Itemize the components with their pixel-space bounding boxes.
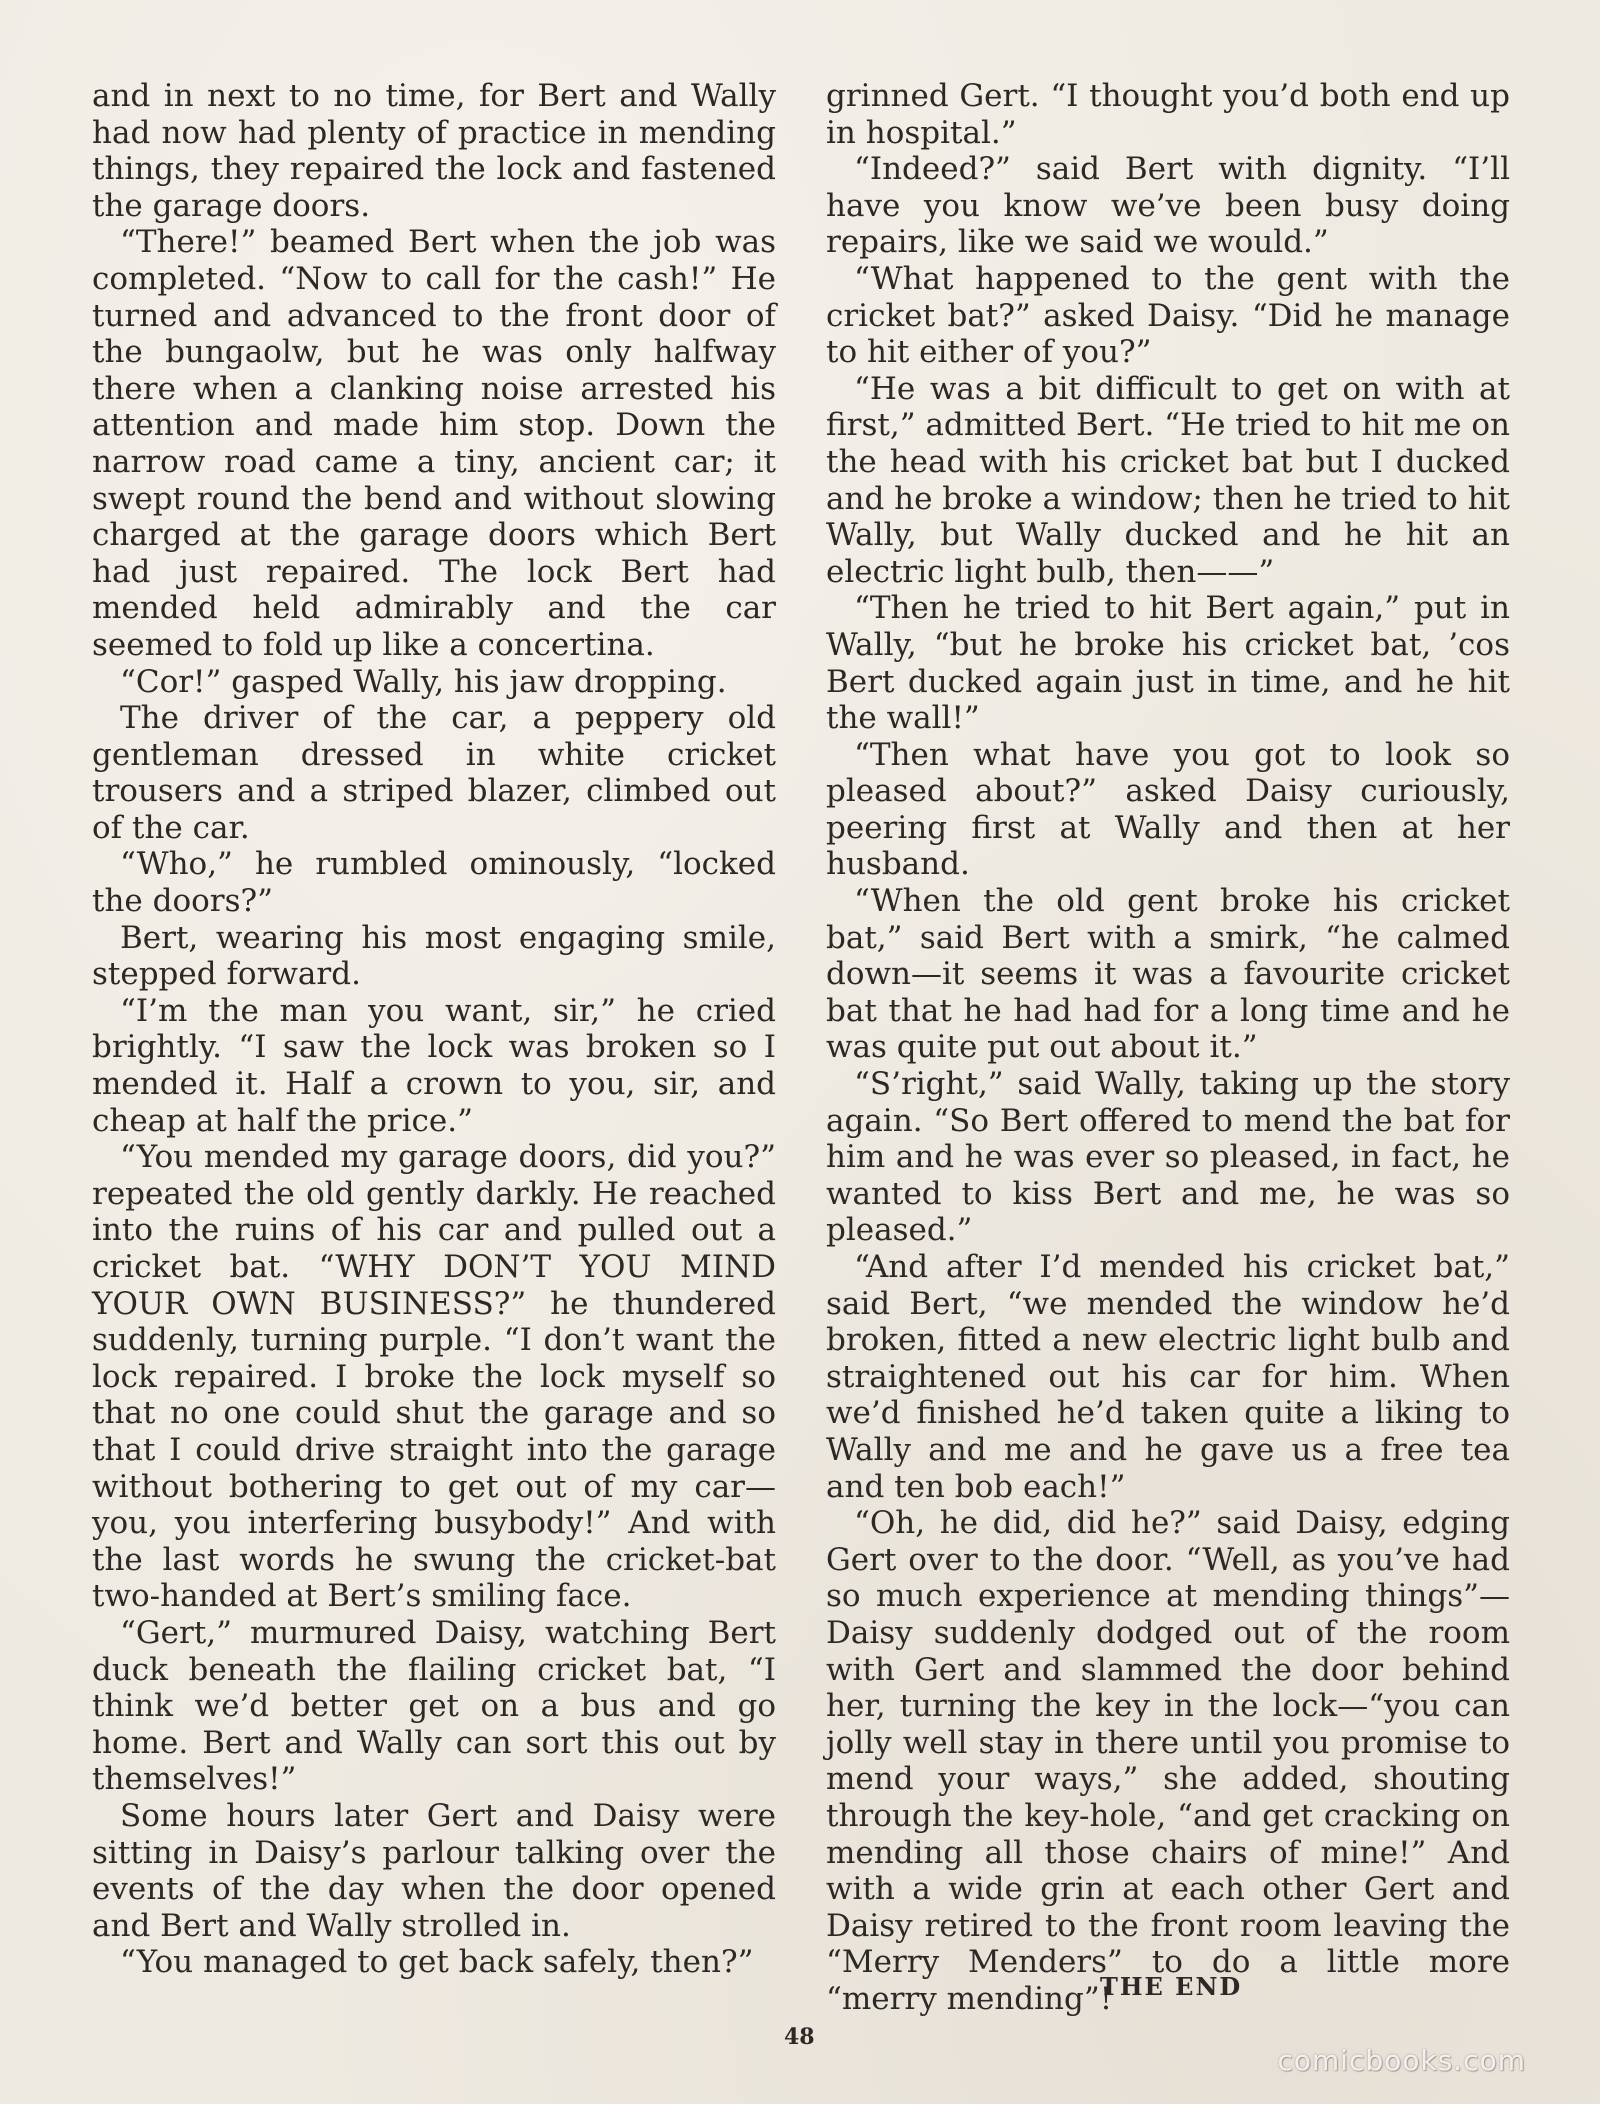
paragraph: “What happened to the gent with the cricket bat?” asked Daisy. “Did he manage to hit either of you?” (826, 260, 1510, 371)
paragraph: “Indeed?” said Bert with dignity. “I’ll have you know we’ve been busy doing repairs, like we said we would.” (826, 151, 1510, 261)
left-text-column (92, 78, 776, 1981)
paragraph: “You managed to get back safely, then?” (120, 1944, 754, 1981)
paragraph: “I’m the man you want, sir,” he cried brightly. “I saw the lock was broken so I mended it. Half a crown to you, sir, and cheap at half the price.” (92, 992, 776, 1139)
paragraph: “There!” beamed Bert when the job was completed. “Now to call for the cash!” He turned and advanced to the front door of the bungaolw, but he was only halfway there when a clanking noise arrested his attention and made him stop. Down the narrow road came a tiny, ancient car; it swept round the bend and without slowing charged at the garage doors which Bert had just repaired. The lock Bert had mended held admirably and the car seemed to fold up like a concertina. (92, 224, 776, 663)
paragraph: “Oh, he did, did he?” said Daisy, edging Gert over to the door. “Well, as you’ve had so much experience at mending things”—Daisy suddenly dodged out of the room with Gert and slammed the door behind her, turning the key in the lock—“you can jolly well stay in there until you promise to mend your ways,” she added, shouting through the key-hole, “and get cracking on mending all those chairs of mine!” And with a wide grin at each other Gert and Daisy retired to the front room leaving the “Merry Menders” to do a little more “merry mending”! (826, 1505, 1510, 2017)
paragraph-continued: grinned Gert. “I thought you’d both end up in hospital.” (826, 78, 1510, 151)
paragraph: Bert, wearing his most engaging smile, stepped forward. (92, 919, 776, 993)
paragraph: “S’right,” said Wally, taking up the story again. “So Bert offered to mend the bat for him and he was ever so pleased, in fact, he wanted to kiss Bert and me, he was so pleased.” (826, 1066, 1510, 1249)
paragraph-continued: and in next to no time, for Bert and Wally had now had plenty of practice in mending things, they repaired the lock and fastened the garage doors. (92, 78, 776, 224)
paragraph: “Then he tried to hit Bert again,” put in Wally, “but he broke his cricket bat, ’cos Bert ducked again just in time, and he hit the wall!” (826, 590, 1510, 737)
paragraph: “When the old gent broke his cricket bat,” said Bert with a smirk, “he calmed down—it seems it was a favourite cricket bat that he had had for a long time and he was quite put out about it.” (826, 883, 1510, 1066)
paragraph: “Cor!” gasped Wally, his jaw dropping. (120, 663, 727, 700)
the-end-label: THE END (1100, 1972, 1243, 2001)
paragraph: Some hours later Gert and Daisy were sitting in Daisy’s parlour talking over the events of the day when the door opened and Bert and Wally strolled in. (92, 1797, 776, 1944)
paragraph: “Gert,” murmured Daisy, watching Bert duck beneath the flailing cricket bat, “I think we’d better get on a bus and go home. Bert and Wally can sort this out by themselves!” (92, 1614, 776, 1798)
watermark: comicbooks.com (1277, 2044, 1526, 2077)
paragraph: “Who,” he rumbled ominously, “locked the doors?” (92, 846, 776, 920)
paragraph: “He was a bit difficult to get on with at first,” admitted Bert. “He tried to hit me on the head with his cricket bat but I ducked and he broke a window; then he tried to hit Wally, but Wally ducked and he hit an electric light bulb, then——” (826, 370, 1511, 590)
paragraph: The driver of the car, a peppery old gentleman dressed in white cricket trousers and a striped blazer, climbed out of the car. (92, 700, 776, 846)
paragraph: “And after I’d mended his cricket bat,” said Bert, “we mended the window he’d broken, fitted a new electric light bulb and straightened out his car for him. When we’d finished he’d taken quite a liking to Wally and me and he gave us a free tea and ten bob each!” (826, 1249, 1510, 1505)
paragraph: “You mended my garage doors, did you?” repeated the old gently darkly. He reached into the ruins of his car and pulled out a cricket bat. “WHY DON’T YOU MIND YOUR OWN BUSINESS?” he thundered suddenly, turning purple. “I don’t want the lock repaired. I broke the lock myself so that no one could shut the garage and so that I could drive straight into the garage without bothering to get out of my car—you, you interfering busybody!” And with the last words he swung the cricket-bat two-handed at Bert’s smiling face. (92, 1139, 776, 1615)
right-text-column (826, 78, 1510, 2017)
page-number: 48 (784, 2024, 815, 2050)
paragraph: “Then what have you got to look so pleased about?” asked Daisy curiously, peering first at Wally and then at her husband. (826, 736, 1510, 883)
